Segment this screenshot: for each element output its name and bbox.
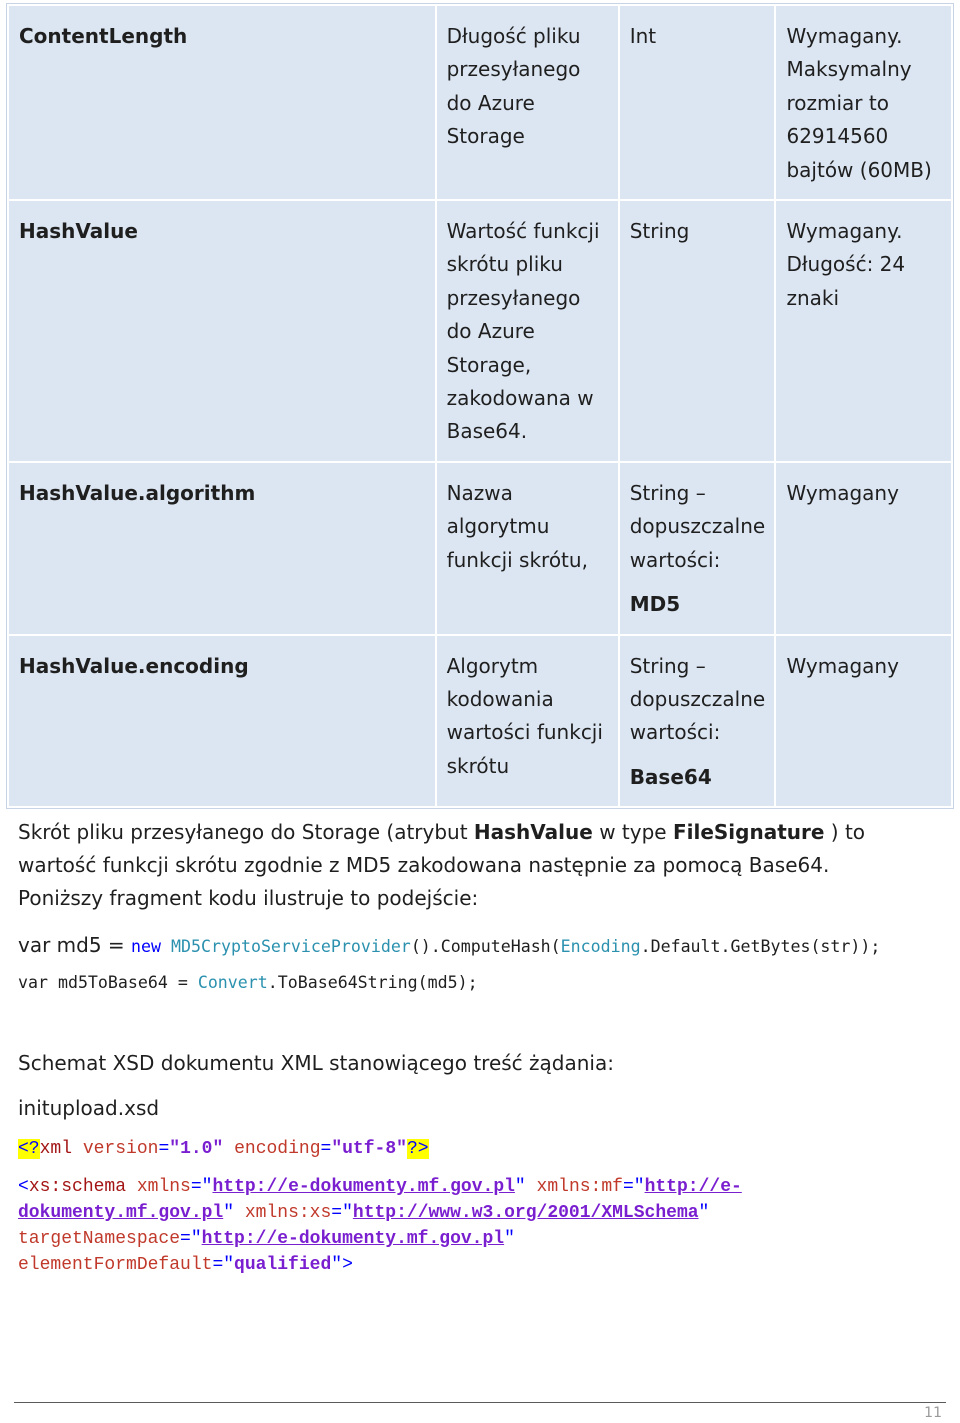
param-type (619, 200, 776, 462)
code-line-1 (18, 933, 880, 957)
xml-bracket: ?> (406, 1139, 429, 1159)
param-allowed-value: Base64 (629, 764, 712, 789)
xml-tag: xs:schema (28, 1177, 127, 1197)
xml-link[interactable]: http://e- (644, 1177, 742, 1197)
xml-attr: xmlns:mf (536, 1177, 623, 1197)
xml-value: qualified (234, 1255, 332, 1275)
xsd-heading: Schemat XSD dokumentu XML stanowiącego treść żądania: (18, 1051, 614, 1075)
paragraph-text: w type (592, 820, 673, 844)
hash-description-paragraph (18, 816, 918, 915)
code-type: Convert (197, 973, 268, 992)
table-row (8, 200, 952, 462)
code-type: MD5CryptoServiceProvider (171, 937, 411, 956)
table-row (8, 462, 952, 635)
code-text: ().ComputeHash( (410, 937, 561, 956)
code-text: var md5 = (18, 933, 132, 957)
paragraph-bold-hashvalue: HashValue (473, 820, 593, 844)
param-type (619, 462, 776, 635)
code-text: .Default.GetBytes(str)); (640, 937, 881, 956)
table-row (8, 5, 952, 200)
code-line-2 (18, 973, 478, 992)
param-requirement: Wymagany (775, 462, 952, 635)
param-type-text: Int (629, 24, 657, 48)
xml-attr: encoding (234, 1139, 321, 1159)
code-text: var md5ToBase64 = (18, 973, 198, 992)
param-requirement: Wymagany. Maksymalny rozmiar to 62914560 bajtów (60MB) (775, 5, 952, 200)
param-requirement: Wymagany (775, 635, 952, 808)
xsd-filename: initupload.xsd (18, 1096, 160, 1120)
xml-link[interactable]: http://e-dokumenty.mf.gov.pl (212, 1177, 515, 1197)
xml-tag: xml (39, 1139, 73, 1159)
xml-bracket: > (342, 1255, 353, 1275)
param-name: HashValue.encoding (8, 635, 436, 808)
paragraph-bold-filesignature: FileSignature (672, 820, 825, 844)
code-text: .ToBase64String(md5); (267, 973, 478, 992)
paragraph-text: Skrót pliku przesyłanego do Storage (atrybut (18, 820, 474, 844)
param-name: HashValue.algorithm (8, 462, 436, 635)
xml-value: "1.0" (169, 1139, 224, 1159)
param-type (619, 5, 776, 200)
xml-attr: version (82, 1139, 159, 1159)
param-requirement: Wymagany. Długość: 24 znaki (775, 200, 952, 462)
table-row (8, 635, 952, 808)
footer-divider (14, 1402, 946, 1403)
param-name: ContentLength (8, 5, 436, 200)
xml-link[interactable]: http://e-dokumenty.mf.gov.pl (201, 1229, 505, 1249)
param-description: Długość pliku przesyłanego do Azure Storage (436, 5, 619, 200)
xml-attr: targetNamespace (18, 1229, 181, 1249)
parameters-table (7, 4, 953, 808)
code-type: Encoding (560, 937, 641, 956)
param-type-text: String (629, 219, 690, 244)
xml-bracket: < (18, 1177, 29, 1197)
param-type (619, 635, 776, 808)
page-number: 11 (924, 1405, 942, 1421)
xml-value: "utf-8" (331, 1139, 407, 1159)
param-description: Nazwa algorytmu funkcji skrótu, (436, 462, 619, 635)
param-description: Wartość funkcji skrótu pliku przesyłanego do Azure Storage, zakodowana w Base64. (436, 200, 619, 462)
xml-link[interactable]: dokumenty.mf.gov.pl (18, 1203, 224, 1223)
xml-attr: xmlns (136, 1177, 191, 1197)
param-allowed-value: MD5 (629, 592, 681, 617)
xml-attr: elementFormDefault (18, 1255, 213, 1275)
xml-bracket: <? (18, 1139, 40, 1159)
param-type-text: String – dopuszczalne wartości: (629, 653, 766, 745)
xml-schema-element: <xs:schema xmlns="http://e-dokumenty.mf.gov.pl" xmlns:mf="http://e- dokumenty.mf.gov.pl" xmlns:xs="http://www.w3.org/2001/XMLSchema" targetNamespace="http://e-dokumenty.mf.gov.pl" elementFormDefault="qualified"> (18, 1177, 742, 1275)
param-type-text: String – dopuszczalne wartości: (629, 480, 766, 572)
paragraph-text: ) to wartość funkcji skrótu zgodnie z MD5 zakodowana następnie za pomocą Base64. Poniższy fragment kodu ilustruje to podejście: (18, 820, 866, 910)
xml-attr: xmlns:xs (244, 1203, 332, 1223)
xml-declaration: <?xml version="1.0" encoding="utf-8"?> (18, 1139, 429, 1159)
param-name: HashValue (8, 200, 436, 462)
param-description: Algorytm kodowania wartości funkcji skrótu (436, 635, 619, 808)
xml-link[interactable]: http://www.w3.org/2001/XMLSchema (352, 1203, 699, 1223)
code-keyword: new (131, 937, 162, 956)
